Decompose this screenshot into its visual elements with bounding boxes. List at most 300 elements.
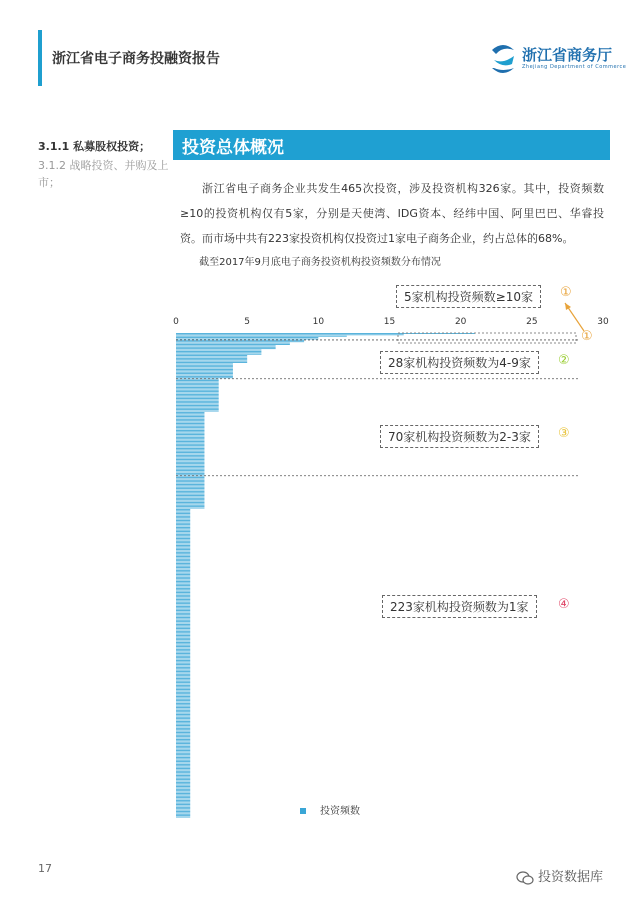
bar: [176, 530, 190, 531]
bar: [176, 702, 190, 703]
bar: [176, 406, 219, 407]
bar: [176, 423, 204, 424]
bar: [176, 697, 190, 698]
bar: [176, 409, 219, 410]
bar: [176, 740, 190, 741]
bar: [176, 462, 204, 463]
bar: [176, 758, 190, 759]
bar: [176, 786, 190, 787]
bar: [176, 382, 219, 383]
bar: [176, 817, 190, 818]
bar: [176, 778, 190, 779]
bar: [176, 567, 190, 568]
bar: [176, 706, 190, 707]
bar: [176, 718, 190, 719]
bar: [176, 405, 219, 406]
logo-name: 浙江省商务厅: [522, 46, 613, 64]
bar: [176, 689, 190, 690]
bar: [176, 711, 190, 712]
bar: [176, 368, 233, 369]
bar: [176, 506, 204, 507]
bar: [176, 344, 290, 345]
bar: [176, 577, 190, 578]
bar: [176, 454, 204, 455]
bar: [176, 466, 204, 467]
bar: [176, 537, 190, 538]
bar: [176, 357, 247, 358]
bar: [176, 623, 190, 624]
bar: [176, 767, 190, 768]
bar: [176, 807, 190, 808]
bar: [176, 710, 190, 711]
bar: [176, 498, 204, 499]
bar: [176, 384, 219, 385]
bar: [176, 413, 204, 414]
bar: [176, 792, 190, 793]
bar: [176, 775, 190, 776]
annotation-marker-1: ①: [560, 285, 572, 300]
bar: [176, 391, 219, 392]
sidebar-item-strategic-investment[interactable]: 3.1.2 战略投资、并购及上市；: [38, 159, 169, 189]
bar: [176, 416, 204, 417]
bar: [176, 560, 190, 561]
bar: [176, 668, 190, 669]
bar: [176, 681, 190, 682]
bar: [176, 452, 204, 453]
bar: [176, 470, 204, 471]
bar: [176, 336, 347, 337]
bar: [176, 513, 190, 514]
bar: [176, 578, 190, 579]
bar: [176, 804, 190, 805]
bar: [176, 408, 219, 409]
bar: [176, 660, 190, 661]
bar: [176, 630, 190, 631]
bar: [176, 707, 190, 708]
bar: [176, 467, 204, 468]
bar: [176, 657, 190, 658]
bar: [176, 484, 204, 485]
bar: [176, 566, 190, 567]
bar: [176, 419, 204, 420]
bar: [176, 797, 190, 798]
bar: [176, 703, 190, 704]
bar: [176, 387, 219, 388]
bar: [176, 552, 190, 553]
bar: [176, 720, 190, 721]
bar: [176, 760, 190, 761]
bar: [176, 380, 219, 381]
bar: [176, 430, 204, 431]
bar: [176, 677, 190, 678]
bar: [176, 521, 190, 522]
bar: [176, 789, 190, 790]
chart-legend: [300, 802, 360, 817]
bar: [176, 704, 190, 705]
bar: [176, 814, 190, 815]
x-tick-label: 25: [526, 317, 538, 327]
bar: [176, 505, 204, 506]
bar: [176, 735, 190, 736]
bar: [176, 717, 190, 718]
bar: [176, 427, 204, 428]
bar: [176, 715, 190, 716]
bar: [176, 761, 190, 762]
bar: [176, 334, 404, 335]
bar: [176, 424, 204, 425]
bar: [176, 700, 190, 701]
bar: [176, 515, 190, 516]
bar: [176, 729, 190, 730]
bar: [176, 664, 190, 665]
bar: [176, 397, 219, 398]
bar: [176, 569, 190, 570]
bar: [176, 788, 190, 789]
bar: [176, 426, 204, 427]
bar: [176, 355, 247, 356]
bar: [176, 383, 219, 384]
bar: [176, 420, 204, 421]
bar: [176, 596, 190, 597]
bar: [176, 581, 190, 582]
bar: [176, 491, 204, 492]
bar: [176, 649, 190, 650]
bar: [176, 685, 190, 686]
bar: [176, 445, 204, 446]
bar: [176, 485, 204, 486]
bar: [176, 465, 204, 466]
bar: [176, 479, 204, 480]
bar: [176, 663, 190, 664]
bar: [176, 618, 190, 619]
bar: [176, 438, 204, 439]
bar: [176, 749, 190, 750]
x-tick-label: 10: [312, 317, 325, 327]
bar: [176, 503, 204, 504]
bar: [176, 363, 233, 364]
bar: [176, 781, 190, 782]
bar: [176, 348, 276, 349]
bar: [176, 654, 190, 655]
bar: [176, 557, 190, 558]
bar: [176, 675, 190, 676]
bar: [176, 563, 190, 564]
bar: [176, 398, 219, 399]
bar: [176, 584, 190, 585]
bar: [176, 376, 233, 377]
bar: [176, 350, 261, 351]
bar: [176, 796, 190, 797]
bar: [176, 808, 190, 809]
bar: [176, 370, 233, 371]
x-tick-label: 5: [244, 317, 251, 327]
bar: [176, 736, 190, 737]
bar: [176, 510, 190, 511]
bar: [176, 412, 204, 413]
bar: [176, 449, 204, 450]
bar: [176, 721, 190, 722]
bar: [176, 588, 190, 589]
bar: [176, 733, 190, 734]
bar: [176, 551, 190, 552]
bar: [176, 724, 190, 725]
bar: [176, 549, 190, 550]
annotation-box-2: 28家机构投资频数为4-9家: [380, 351, 539, 374]
x-tick-label: 30: [597, 317, 609, 327]
bar: [176, 624, 190, 625]
annotation-marker-3: ③: [558, 426, 570, 441]
bar: [176, 544, 190, 545]
bar: [176, 765, 190, 766]
bar: [176, 614, 190, 615]
bar: [176, 375, 233, 376]
bar: [176, 793, 190, 794]
logo-subtitle: Zhejiang Department of Commerce: [522, 64, 627, 70]
wechat-icon: [516, 871, 534, 885]
sidebar-item-private-equity[interactable]: 3.1.1 私募股权投资；: [38, 140, 151, 153]
bar: [176, 757, 190, 758]
bar: [176, 415, 204, 416]
bar: [176, 545, 190, 546]
bar: [176, 447, 204, 448]
bar: [176, 492, 204, 493]
bar: [176, 573, 190, 574]
bar: [176, 441, 204, 442]
bar: [176, 538, 190, 539]
bar: [176, 725, 190, 726]
bar: [176, 605, 190, 606]
bar: [176, 682, 190, 683]
bar: [176, 602, 190, 603]
bar: [176, 811, 190, 812]
bar: [176, 527, 190, 528]
bar: [176, 437, 204, 438]
bar: [176, 570, 190, 571]
bar: [176, 679, 190, 680]
bar: [176, 520, 190, 521]
bar: [176, 542, 190, 543]
bar: [176, 693, 190, 694]
annotation-marker-4: ④: [558, 597, 570, 612]
bar: [176, 756, 190, 757]
bar: [176, 351, 261, 352]
bar: [176, 587, 190, 588]
bar: [176, 404, 219, 405]
bar: [176, 732, 190, 733]
bar: [176, 617, 190, 618]
bar: [176, 768, 190, 769]
bar: [176, 555, 190, 556]
bar: [176, 429, 204, 430]
bar: [176, 692, 190, 693]
bar: [176, 771, 190, 772]
bar: [176, 731, 190, 732]
bar: [176, 612, 190, 613]
bar: [176, 585, 190, 586]
bar: [176, 815, 190, 816]
bar: [176, 548, 190, 549]
bar: [176, 559, 190, 560]
bar: [176, 671, 190, 672]
bar: [176, 691, 190, 692]
bar: [176, 743, 190, 744]
bar: [176, 477, 204, 478]
bar: [176, 754, 190, 755]
bar: [176, 810, 190, 811]
bar: [176, 742, 190, 743]
bar: [176, 531, 190, 532]
bar: [176, 523, 190, 524]
bar: [176, 598, 190, 599]
bar: [176, 800, 190, 801]
bar: [176, 648, 190, 649]
bar: [176, 603, 190, 604]
bar: [176, 709, 190, 710]
bar: [176, 474, 204, 475]
bar: [176, 727, 190, 728]
bar: [176, 650, 190, 651]
bar: [176, 483, 204, 484]
bar: [176, 440, 204, 441]
bar: [176, 393, 219, 394]
bar: [176, 667, 190, 668]
bar: [176, 628, 190, 629]
bar: [176, 782, 190, 783]
bar: [176, 751, 190, 752]
bar: [176, 473, 204, 474]
bar: [176, 609, 190, 610]
bar: [176, 442, 204, 443]
bar: [176, 402, 219, 403]
bar: [176, 600, 190, 601]
bar: [176, 770, 190, 771]
annotation-box-4: 223家机构投资频数为1家: [382, 595, 537, 618]
bar: [176, 494, 204, 495]
bar: [176, 745, 190, 746]
annotation-box-3: 70家机构投资频数为2-3家: [380, 425, 539, 448]
bar: [176, 436, 204, 437]
bar: [176, 634, 190, 635]
bar: [176, 594, 190, 595]
bar: [176, 574, 190, 575]
bar: [176, 576, 190, 577]
bar: [176, 460, 204, 461]
bar: [176, 455, 204, 456]
bar: [176, 613, 190, 614]
bar: [176, 373, 233, 374]
bar: [176, 652, 190, 653]
bar: [176, 553, 190, 554]
bar: [176, 562, 190, 563]
bar: [176, 722, 190, 723]
bar: [176, 806, 190, 807]
bar: [176, 352, 261, 353]
bar: [176, 801, 190, 802]
bar: [176, 635, 190, 636]
bar: [176, 341, 304, 342]
bar: [176, 661, 190, 662]
intro-paragraph: 浙江省电子商务企业共发生465次投资，涉及投资机构326家。其中，投资频数≥10的投资机构仅有5家，分别是天使湾、IDG资本、经纬中国、阿里巴巴、华睿投资。而市场中共有223家投资机构仅投资过1家电子商务企业，约占总体的68%。: [180, 182, 604, 245]
bar: [176, 632, 190, 633]
bar: [176, 490, 204, 491]
bar: [176, 395, 219, 396]
bar: [176, 434, 204, 435]
bar: [176, 674, 190, 675]
bar: [176, 606, 190, 607]
bar: [176, 763, 190, 764]
bar: [176, 372, 233, 373]
bar: [176, 636, 190, 637]
bar: [176, 774, 190, 775]
bar: [176, 488, 204, 489]
bar: [176, 812, 190, 813]
bar: [176, 508, 204, 509]
bar: [176, 684, 190, 685]
bar: [176, 451, 204, 452]
bar: [176, 386, 219, 387]
bar: [176, 369, 233, 370]
bar: [176, 361, 247, 362]
bar: [176, 388, 219, 389]
bar: [176, 580, 190, 581]
bar: [176, 512, 190, 513]
bar: [176, 534, 190, 535]
annotation-marker-1b: ①: [581, 329, 593, 344]
bar: [176, 497, 204, 498]
bar: [176, 472, 204, 473]
bar: [176, 695, 190, 696]
bar: [176, 620, 190, 621]
bar: [176, 411, 219, 412]
bar: [176, 638, 190, 639]
bar: [176, 764, 190, 765]
bar: [176, 728, 190, 729]
bar: [176, 571, 190, 572]
bar: [176, 616, 190, 617]
bar: [176, 589, 190, 590]
bar: [176, 422, 204, 423]
bar: [176, 666, 190, 667]
bar: [176, 642, 190, 643]
bar: [176, 556, 190, 557]
bar: [176, 599, 190, 600]
bar: [176, 785, 190, 786]
bar: [176, 347, 276, 348]
bar: [176, 659, 190, 660]
x-tick-label: 0: [173, 317, 179, 327]
bar: [176, 673, 190, 674]
bar: [176, 790, 190, 791]
annotation-marker-2: ②: [558, 353, 570, 368]
bar: [176, 358, 247, 359]
bar: [176, 469, 204, 470]
chart-title: 截至2017年9月底电子商务投资机构投资频数分布情况: [199, 257, 441, 268]
bar: [176, 345, 276, 346]
bar: [176, 641, 190, 642]
bar: [176, 539, 190, 540]
bar: [176, 546, 190, 547]
bar: [176, 645, 190, 646]
bar: [176, 564, 190, 565]
bar: [176, 595, 190, 596]
bar: [176, 714, 190, 715]
bar: [176, 750, 190, 751]
bar: [176, 592, 190, 593]
bar: [176, 390, 219, 391]
bar: [176, 776, 190, 777]
bar: [176, 458, 204, 459]
bar: [176, 627, 190, 628]
